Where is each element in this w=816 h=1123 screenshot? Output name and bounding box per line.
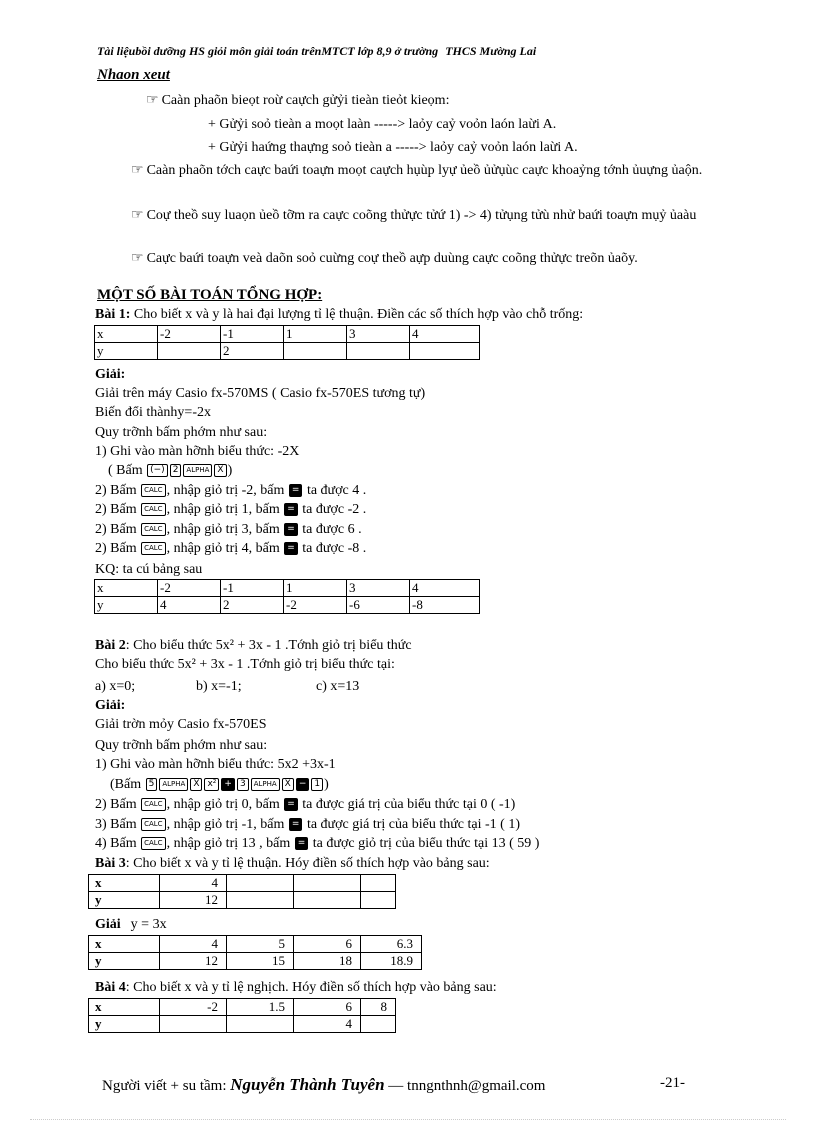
five-key-icon: 5 (146, 778, 158, 791)
table-row: x -2 -1 1 3 4 (95, 326, 480, 343)
bai2-option-b: b) x=-1; (196, 679, 242, 694)
bai2-line: Quy trỡnh bấm phớm như sau: (95, 738, 268, 753)
hand-pointer-icon: ☞ (146, 93, 159, 108)
hand-pointer-icon: ☞ (131, 208, 144, 223)
bai1-prompt: Bài 1: Cho biết x và y là hai đại lượng tỉ lệ thuận. Điền các số thích hợp vào chỗ trống: (95, 307, 584, 322)
table-row: x 4 5 6 6.3 (89, 936, 422, 953)
footer-email: — tnngnthnh@gmail.com (388, 1078, 546, 1094)
calc-key-icon: CALC (141, 818, 165, 831)
table-row: y 4 (89, 1016, 396, 1033)
bai1-result-label: KQ: ta cú bảng sau (95, 562, 203, 577)
page-header (97, 44, 536, 59)
footer-author-name: Nguyễn Thành Tuyên (230, 1075, 385, 1094)
x-key-icon: X (282, 778, 294, 791)
alpha-key-icon: ALPHA (159, 778, 188, 791)
equals-key-icon: = (284, 542, 298, 555)
plus-key-icon: + (221, 778, 235, 791)
section-title: MỘT SỐ BÀI TOÁN TỔNG HỢP: (97, 287, 323, 303)
minus-key-icon: − (296, 778, 310, 791)
remark-title: Nhaon xeut (97, 67, 170, 83)
equals-key-icon: = (289, 484, 303, 497)
page-divider (30, 1119, 786, 1120)
remark-item: ☞ Coự theồ suy luaọn ủeồ tỡm ra caực coõng thửực tửứ 1) -> 4) tửụng tửù nhử baứi toaựn mụỷ ủaàu (131, 208, 697, 223)
alpha-key-icon: ALPHA (183, 464, 212, 477)
page-footer (102, 1075, 545, 1095)
bai2-step: 4) Bấm CALC , nhập giỏ trị 13 , bấm = ta được giỏ trị của biểu thức tại 13 ( 59 ) (95, 836, 540, 851)
equals-key-icon: = (284, 503, 298, 516)
bai3-solution: Giải y = 3x (95, 917, 167, 932)
calc-key-icon: CALC (141, 542, 165, 555)
one-key-icon: 1 (311, 778, 323, 791)
remark-item: + Gửỷi soỏ tieàn a moọt laàn -----> laỏy caỷ voỏn laón laừi A. (208, 117, 557, 132)
bai2-option-a: a) x=0; (95, 679, 136, 694)
calc-key-icon: CALC (141, 484, 165, 497)
calc-key-icon: CALC (141, 837, 165, 850)
equals-key-icon: = (295, 837, 309, 850)
bai2-option-c: c) x=13 (316, 679, 360, 694)
x-squared-key-icon: x² (204, 778, 219, 791)
footer-author-label: Người viết + su tầm: (102, 1078, 227, 1094)
header-text: Tài liệubồi dưỡng HS giỏi môn giải toán trênMTCT lớp 8,9 ở trường (97, 44, 439, 58)
remark-item: ☞ Caực baứi toaựn veà daõn soỏ cuừng coự theồ aựp duùng caực coõng thửực treõn ủaõy. (131, 251, 638, 266)
bai2-prompt: Bài 2: Cho biểu thức 5x² + 3x - 1 .Tớnh giỏ trị biểu thức (95, 638, 412, 653)
neg-key-icon: (−) (147, 464, 168, 477)
bai2-line: Cho biểu thức 5x² + 3x - 1 .Tớnh giỏ trị biểu thức tại: (95, 657, 395, 672)
hand-pointer-icon: ☞ (131, 251, 144, 266)
remark-item: + Gửỷi haứng thaựng soỏ tieàn a -----> laỏy caỷ voỏn laón laừi A. (208, 140, 578, 155)
header-school: THCS Mường Lai (445, 44, 537, 58)
remark-item: ☞ Caàn phaõn bieọt roừ caựch gửỷi tieàn tieỏt kieọm: (146, 93, 450, 108)
bai1-table (94, 325, 480, 360)
table-row: y 12 (89, 892, 396, 909)
bai1-step: 2) Bấm CALC , nhập giỏ trị 1, bấm = ta được -2 . (95, 502, 367, 517)
x-key-icon: X (190, 778, 202, 791)
table-row: x 4 (89, 875, 396, 892)
bai1-step: 2) Bấm CALC , nhập giỏ trị 4, bấm = ta được -8 . (95, 541, 367, 556)
bai2-line: Giải trờn mỏy Casio fx-570ES (95, 717, 267, 732)
alpha-key-icon: ALPHA (251, 778, 280, 791)
bai1-step: 2) Bấm CALC , nhập giỏ trị 3, bấm = ta được 6 . (95, 522, 362, 537)
bai3-prompt: Bài 3: Cho biết x và y tỉ lệ thuận. Hóy điền số thích hợp vào bảng sau: (95, 856, 490, 871)
bai1-step: 2) Bấm CALC , nhập giỏ trị -2, bấm = ta được 4 . (95, 483, 367, 498)
bai4-prompt: Bài 4: Cho biết x và y tỉ lệ nghịch. Hóy điền số thích hợp vào bảng sau: (95, 980, 497, 995)
bai3-solution-table (88, 935, 422, 970)
bai1-keys: ( Bấm (−) 2 ALPHA X ) (108, 463, 233, 478)
bai2-keys: (Bấm 5 ALPHA X x² + 3 ALPHA X − 1 ) (110, 777, 329, 792)
bai1-line: Quy trỡnh bấm phớm như sau: (95, 425, 268, 440)
bai1-result-table (94, 579, 480, 614)
bai2-step: 2) Bấm CALC , nhập giỏ trị 0, bấm = ta được giá trị của biểu thức tại 0 ( -1) (95, 797, 516, 812)
bai3-table (88, 874, 396, 909)
equals-key-icon: = (284, 523, 298, 536)
bai1-line: 1) Ghi vào màn hỡnh biểu thức: -2X (95, 444, 300, 459)
bai1-line: Biến đổi thànhy=-2x (95, 405, 211, 420)
table-row: y 2 (95, 343, 480, 360)
equals-key-icon: = (289, 818, 303, 831)
equals-key-icon: = (284, 798, 298, 811)
calc-key-icon: CALC (141, 798, 165, 811)
table-row: x -2 1.5 6 8 (89, 999, 396, 1016)
bai1-solution-label: Giải: (95, 367, 126, 382)
two-key-icon: 2 (170, 464, 182, 477)
table-row: y 4 2 -2 -6 -8 (95, 597, 480, 614)
bai2-line: 1) Ghi vào màn hỡnh biểu thức: 5x2 +3x-1 (95, 757, 336, 772)
table-row: y 12 15 18 18.9 (89, 953, 422, 970)
three-key-icon: 3 (237, 778, 249, 791)
hand-pointer-icon: ☞ (131, 163, 144, 178)
bai1-line: Giải trên máy Casio fx-570MS ( Casio fx-570ES tương tự) (95, 386, 426, 401)
table-row: x -2 -1 1 3 4 (95, 580, 480, 597)
bai2-step: 3) Bấm CALC , nhập giỏ trị -1, bấm = ta được giá trị của biểu thức tại -1 ( 1) (95, 817, 520, 832)
calc-key-icon: CALC (141, 503, 165, 516)
bai2-solution-label: Giải: (95, 698, 126, 713)
page-number: -21- (660, 1075, 685, 1091)
bai4-table (88, 998, 396, 1033)
calc-key-icon: CALC (141, 523, 165, 536)
x-key-icon: X (214, 464, 226, 477)
remark-item: ☞ Caàn phaõn tớch caực baứi toaựn moọt caựch hụùp lyự ủeồ ủửụùc caực khoaỷng tớnh ủuựng ủaộn. (131, 163, 703, 178)
